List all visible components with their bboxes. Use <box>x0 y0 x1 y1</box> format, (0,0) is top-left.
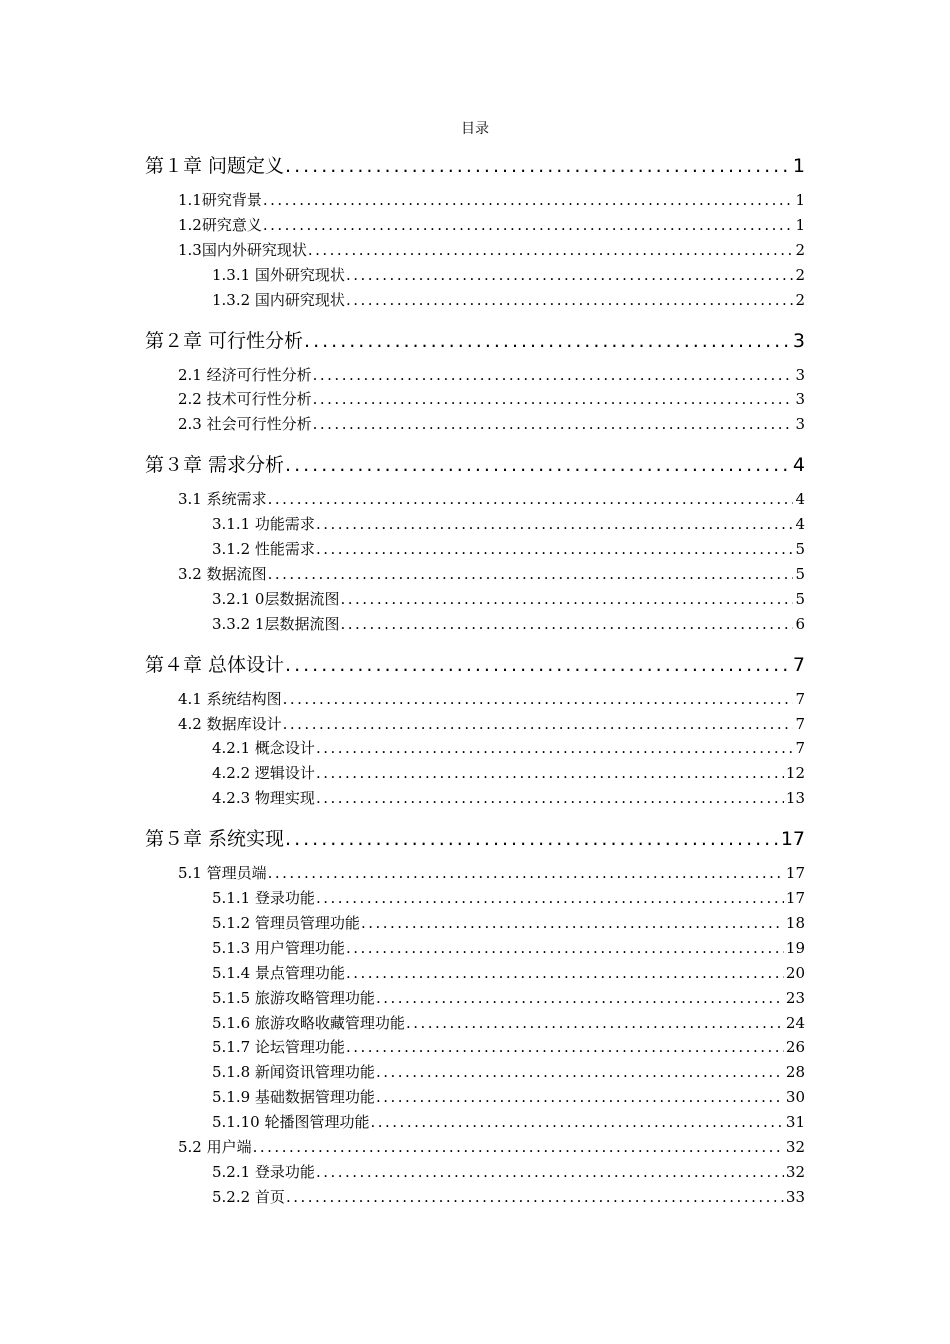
toc-entry-title: 5.1.1 登录功能 <box>212 889 315 907</box>
toc-page-number: 1 <box>795 215 805 234</box>
toc-entry-title: 3.1.1 功能需求 <box>212 515 315 534</box>
toc-dot-leader <box>285 652 791 678</box>
toc-section-entry[interactable] <box>178 364 805 386</box>
toc-entry-title: 1.3.2 国内研究现状 <box>212 290 345 309</box>
toc-page-number: 6 <box>795 614 805 633</box>
toc-dot-leader <box>316 887 784 909</box>
toc-dot-leader <box>316 787 784 809</box>
toc-dot-leader <box>316 513 794 535</box>
toc-chapter-entry[interactable] <box>145 826 805 852</box>
toc-page-number: 31 <box>785 1113 805 1132</box>
toc-section-entry[interactable] <box>212 538 805 560</box>
toc-page-number: 17 <box>780 828 805 851</box>
toc-page-number: 7 <box>795 739 805 758</box>
toc-entry-title: 2.3 社会可行性分析 <box>178 415 312 434</box>
toc-entry-title: 第３章 需求分析 <box>145 454 285 477</box>
toc-entry-title: 4.2.3 物理实现 <box>212 789 315 808</box>
page-title: 目录 <box>461 121 489 137</box>
toc-section-entry[interactable] <box>212 613 805 635</box>
toc-page-number: 1 <box>792 155 805 177</box>
toc-page-number: 18 <box>785 913 805 932</box>
toc-page-number: 12 <box>785 764 805 783</box>
toc-entry-title: 1.1研究背景 <box>178 191 262 209</box>
toc-page-number: 26 <box>785 1038 805 1057</box>
toc-page-number: 13 <box>785 789 805 808</box>
toc-page-number: 7 <box>795 689 805 708</box>
toc-entry-title: 4.2.1 概念设计 <box>212 739 315 758</box>
toc-section-entry[interactable] <box>212 987 805 1009</box>
toc-dot-leader <box>316 1161 784 1183</box>
toc-section-entry[interactable] <box>178 239 805 261</box>
toc-entry-title: 3.2 数据流图 <box>178 564 267 583</box>
toc-section-entry[interactable] <box>212 1012 805 1034</box>
toc-section-entry[interactable] <box>178 488 805 510</box>
toc-dot-leader <box>263 189 794 211</box>
toc-section-entry[interactable] <box>212 1036 805 1058</box>
toc-section-entry[interactable] <box>178 388 805 410</box>
toc-dot-leader <box>268 862 784 884</box>
toc-page-number: 32 <box>785 1138 805 1156</box>
toc-entry-title: 1.2研究意义 <box>178 215 262 234</box>
toc-dot-leader <box>346 937 784 959</box>
toc-page-number: 17 <box>785 864 805 883</box>
toc-page-number: 23 <box>785 988 805 1007</box>
toc-chapter-entry[interactable] <box>145 652 805 678</box>
toc-dot-leader <box>346 962 784 984</box>
toc-page-number: 24 <box>785 1013 805 1032</box>
toc-entry-title: 第５章 系统实现 <box>145 828 285 851</box>
toc-section-entry[interactable] <box>212 289 805 311</box>
toc-page-number: 2 <box>795 240 805 259</box>
toc-page-number: 4 <box>792 454 805 477</box>
toc-entry-title: 5.1.2 管理员管理功能 <box>212 913 360 932</box>
toc-page-number: 5 <box>795 564 805 583</box>
toc-dot-leader <box>346 264 794 286</box>
toc-dot-leader <box>316 538 794 560</box>
toc-section-entry[interactable] <box>212 912 805 934</box>
toc-page-number: 3 <box>795 365 805 384</box>
toc-dot-leader <box>263 214 794 236</box>
toc-section-entry[interactable] <box>212 264 805 286</box>
toc-dot-leader <box>285 826 779 852</box>
toc-page-number: 1 <box>795 191 805 209</box>
toc-chapter-entry[interactable] <box>145 153 805 179</box>
toc-dot-leader <box>340 613 793 635</box>
toc-page-number: 5 <box>795 589 805 608</box>
toc-dot-leader <box>346 289 794 311</box>
toc-entry-title: 4.1 系统结构图 <box>178 689 282 708</box>
toc-page-number: 28 <box>785 1063 805 1082</box>
toc-entry-title: 5.1.10 轮播图管理功能 <box>212 1113 370 1132</box>
toc-dot-leader <box>313 364 794 386</box>
toc-section-entry[interactable] <box>212 588 805 610</box>
toc-page-number: 20 <box>785 963 805 982</box>
toc-dot-leader <box>316 737 794 759</box>
toc-entry-title: 5.1.6 旅游攻略收藏管理功能 <box>212 1013 405 1032</box>
toc-section-entry[interactable] <box>178 413 805 435</box>
toc-page-number: 5 <box>795 540 805 558</box>
toc-section-entry[interactable] <box>178 214 805 236</box>
toc-dot-leader <box>285 153 791 179</box>
toc-section-entry[interactable] <box>212 1186 805 1208</box>
toc-dot-leader <box>283 713 794 735</box>
toc-page-number: 17 <box>785 889 805 907</box>
toc-entry-title: 4.2.2 逻辑设计 <box>212 764 315 783</box>
toc-section-entry[interactable] <box>178 563 805 585</box>
toc-section-entry[interactable] <box>212 1086 805 1108</box>
toc-page-number: 30 <box>785 1088 805 1107</box>
toc-dot-leader <box>286 1186 784 1208</box>
toc-section-entry[interactable] <box>178 862 805 884</box>
toc-section-entry[interactable] <box>212 962 805 984</box>
toc-dot-leader <box>316 762 784 784</box>
toc-dot-leader <box>340 588 793 610</box>
toc-entry-title: 5.2.2 首页 <box>212 1187 285 1206</box>
toc-entry-title: 5.1.9 基础数据管理功能 <box>212 1088 375 1107</box>
toc-section-entry[interactable] <box>212 1061 805 1083</box>
toc-dot-leader <box>376 1086 784 1108</box>
toc-entry-title: 3.1.2 性能需求 <box>212 540 315 558</box>
toc-entry-title: 1.3国内外研究现状 <box>178 240 307 259</box>
toc-section-entry[interactable] <box>212 1111 805 1133</box>
toc-dot-leader <box>346 1036 784 1058</box>
toc-chapter-entry[interactable] <box>145 452 805 478</box>
toc-page-number: 7 <box>795 714 805 733</box>
toc-section-entry[interactable] <box>212 762 805 784</box>
toc-dot-leader <box>313 388 794 410</box>
toc-entry-title: 2.1 经济可行性分析 <box>178 365 312 384</box>
toc-dot-leader <box>253 1136 784 1158</box>
toc-dot-leader <box>268 563 794 585</box>
toc-entry-title: 5.1.4 景点管理功能 <box>212 963 345 982</box>
toc-dot-leader <box>304 328 791 354</box>
toc-section-entry[interactable] <box>178 189 805 211</box>
toc-page-number: 3 <box>795 415 805 434</box>
toc-entry-title: 5.1.5 旅游攻略管理功能 <box>212 988 375 1007</box>
toc-dot-leader <box>308 239 794 261</box>
toc-entry-title: 5.1 管理员端 <box>178 864 267 883</box>
toc-chapter-entry[interactable] <box>145 328 805 354</box>
toc-section-entry[interactable] <box>178 688 805 710</box>
toc-entry-title: 5.1.8 新闻资讯管理功能 <box>212 1063 375 1082</box>
toc-entry-title: 2.2 技术可行性分析 <box>178 390 312 409</box>
toc-page-number: 2 <box>795 265 805 284</box>
toc-entry-title: 第１章 问题定义 <box>145 155 285 177</box>
toc-entry-title: 4.2 数据库设计 <box>178 714 282 733</box>
toc-entry-title: 5.2 用户端 <box>178 1138 252 1156</box>
toc-section-entry[interactable] <box>212 887 805 909</box>
toc-dot-leader <box>370 1111 783 1133</box>
toc-page-number: 7 <box>792 653 805 676</box>
toc-entry-title: 3.2.1 0层数据流图 <box>212 589 340 608</box>
toc-page-number: 19 <box>785 938 805 957</box>
toc-entry-title: 第２章 可行性分析 <box>145 329 304 352</box>
toc-dot-leader <box>376 1061 784 1083</box>
toc-page-number: 2 <box>795 290 805 309</box>
toc-dot-leader <box>283 688 794 710</box>
toc-page-number: 4 <box>795 490 805 509</box>
toc-entry-title: 3.1 系统需求 <box>178 490 267 509</box>
toc-section-entry[interactable] <box>178 1136 805 1158</box>
toc-section-entry[interactable] <box>212 513 805 535</box>
toc-entry-title: 第４章 总体设计 <box>145 653 285 676</box>
toc-section-entry[interactable] <box>212 1161 805 1183</box>
toc-entry-title: 5.1.7 论坛管理功能 <box>212 1038 345 1057</box>
toc-dot-leader <box>313 413 794 435</box>
toc-section-entry[interactable] <box>212 937 805 959</box>
toc-dot-leader <box>285 452 791 478</box>
toc-page-number: 3 <box>792 329 805 352</box>
toc-section-entry[interactable] <box>212 737 805 759</box>
toc-entry-title: 1.3.1 国外研究现状 <box>212 265 345 284</box>
toc-dot-leader <box>406 1012 784 1034</box>
toc-page-number: 32 <box>785 1162 805 1181</box>
toc-section-entry[interactable] <box>212 787 805 809</box>
toc-page-number: 33 <box>785 1187 805 1206</box>
toc-entry-title: 3.3.2 1层数据流图 <box>212 614 340 633</box>
toc-section-entry[interactable] <box>178 713 805 735</box>
toc-page-number: 3 <box>795 390 805 409</box>
toc-dot-leader <box>361 912 784 934</box>
toc-entry-title: 5.1.3 用户管理功能 <box>212 938 345 957</box>
toc-entry-title: 5.2.1 登录功能 <box>212 1162 315 1181</box>
toc-dot-leader <box>268 488 794 510</box>
toc-page-number: 4 <box>795 515 805 534</box>
toc-dot-leader <box>376 987 784 1009</box>
